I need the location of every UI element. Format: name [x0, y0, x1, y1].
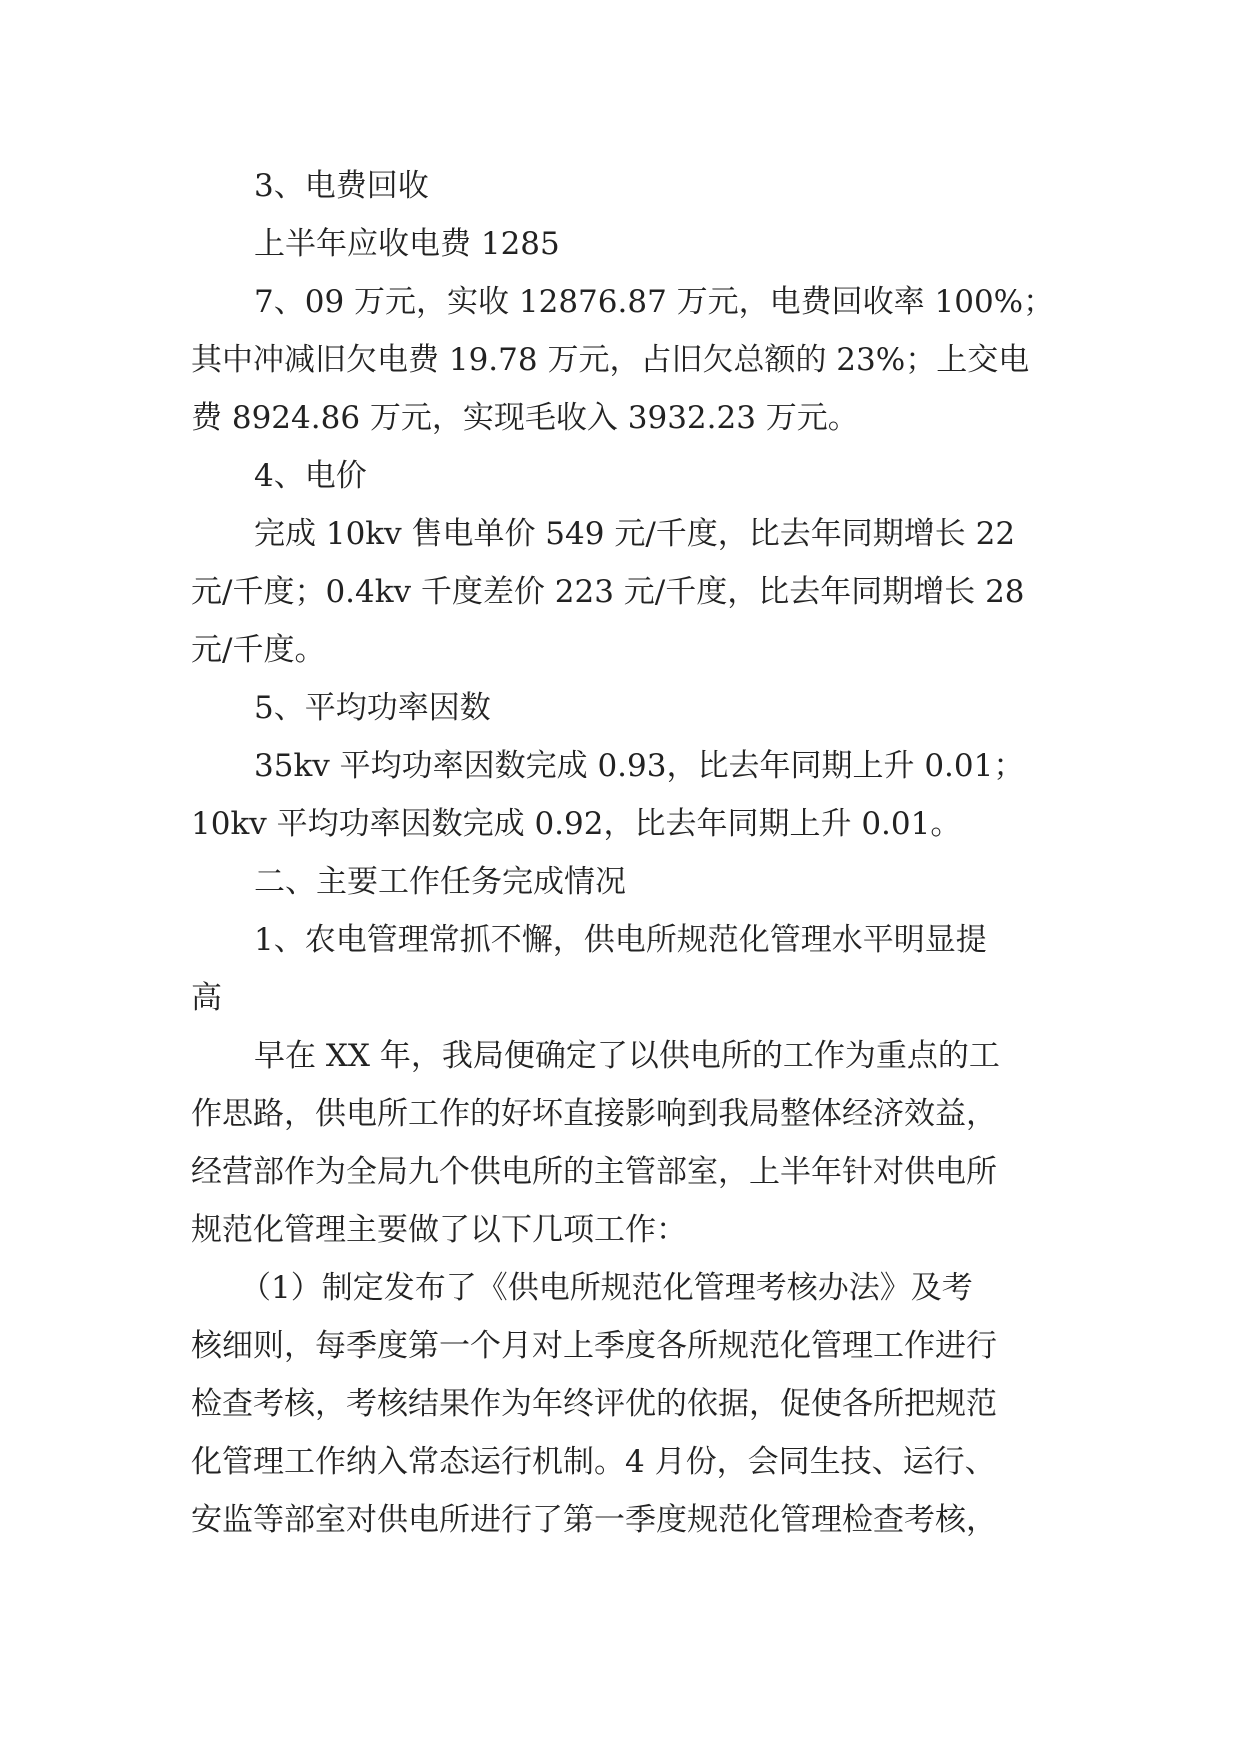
paragraph-line: 化管理工作纳入常态运行机制。4 月份，会同生技、运行、 — [191, 1444, 996, 1480]
paragraph-line: （1）制定发布了《供电所规范化管理考核办法》及考 — [240, 1270, 973, 1306]
paragraph-line: 10kv 平均功率因数完成 0.92，比去年同期上升 0.01。 — [191, 806, 962, 842]
paragraph-line: 经营部作为全局九个供电所的主管部室，上半年针对供电所 — [191, 1154, 997, 1190]
paragraph-line: 作思路，供电所工作的好坏直接影响到我局整体经济效益， — [191, 1096, 997, 1132]
paragraph-line: 35kv 平均功率因数完成 0.93，比去年同期上升 0.01； — [254, 748, 1025, 784]
subheading-rural-power-management: 1、农电管理常抓不懈，供电所规范化管理水平明显提 — [254, 922, 987, 958]
paragraph-line: 完成 10kv 售电单价 549 元/千度，比去年同期增长 22 — [254, 516, 1016, 552]
heading-main-tasks: 二、主要工作任务完成情况 — [254, 864, 626, 900]
paragraph-line: 元/千度。 — [191, 632, 326, 668]
paragraph-line: 早在 XX 年，我局便确定了以供电所的工作为重点的工 — [254, 1038, 1000, 1074]
heading-power-factor: 5、平均功率因数 — [254, 690, 491, 726]
subheading-rural-power-management-cont: 高 — [191, 980, 222, 1016]
paragraph-line: 7、09 万元，实收 12876.87 万元，电费回收率 100%； — [254, 284, 1055, 320]
heading-electricity-fee-collection: 3、电费回收 — [254, 168, 429, 204]
paragraph-line: 费 8924.86 万元，实现毛收入 3932.23 万元。 — [191, 400, 859, 436]
heading-electricity-price: 4、电价 — [254, 458, 367, 494]
paragraph-line: 核细则，每季度第一个月对上季度各所规范化管理工作进行 — [191, 1328, 997, 1364]
paragraph-line: 元/千度；0.4kv 千度差价 223 元/千度，比去年同期增长 28 — [191, 574, 1025, 610]
paragraph-line: 其中冲减旧欠电费 19.78 万元，占旧欠总额的 23%；上交电 — [191, 342, 1030, 378]
paragraph-line: 安监等部室对供电所进行了第一季度规范化管理检查考核， — [191, 1502, 997, 1538]
paragraph-line: 检查考核，考核结果作为年终评优的依据，促使各所把规范 — [191, 1386, 997, 1422]
paragraph-line: 上半年应收电费 1285 — [254, 226, 560, 262]
paragraph-line: 规范化管理主要做了以下几项工作： — [191, 1212, 687, 1248]
